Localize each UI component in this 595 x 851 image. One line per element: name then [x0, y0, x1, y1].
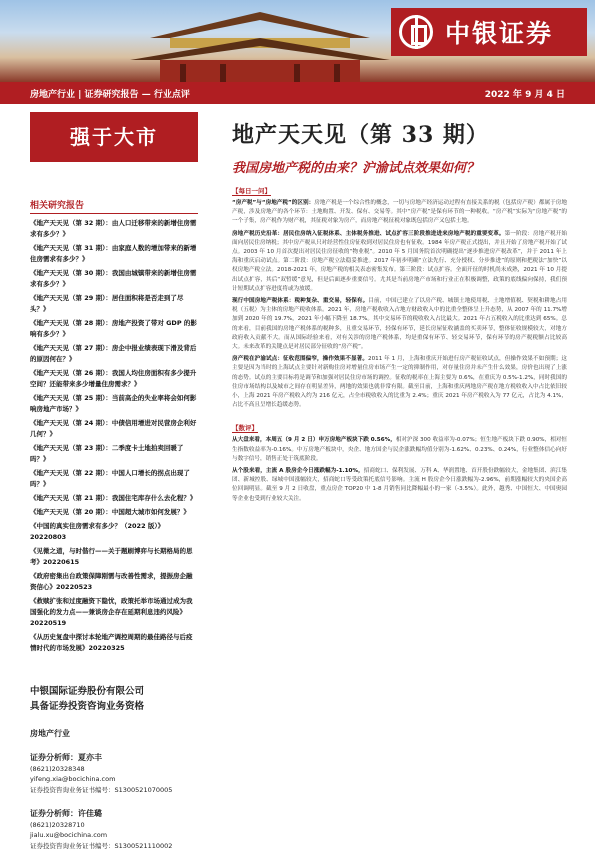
report-body [232, 104, 567, 507]
paragraph-text: 相对沪深 300 收益率为-0.07%；恒生地产板块下跌 0.90%，相对恒生指数收益率为-0.16%。中万房地产板块中，央企、地方国企与民企涨跌幅均值分别为-1.62%、0.23%、0.24%，行业整体信心向好与数字信号，销售正处于筑底阶段。 [232, 437, 567, 461]
bank-logo-icon [399, 15, 433, 49]
related-reports-title: 相关研究报告 [30, 198, 198, 214]
related-report-link[interactable]: 《地产天天见（第 21 期）：我国住宅库存什么去化程？》 [30, 493, 198, 504]
section-label: 【数评】 [232, 423, 258, 433]
related-report-link[interactable]: 《地产天天见（第 27 期）：房企中报业绩表现下滑及背后的原因何在？》 [30, 343, 198, 365]
related-report-link[interactable]: 《地产天天见（第 32 期）：由人口迁移带来的新增住房需求有多少？》 [30, 218, 198, 240]
company-info [30, 684, 198, 714]
related-report-link[interactable]: 《从历史复盘中探讨本轮地产调控周期的最佳路径与后疫情时代的市场发展》20220325 [30, 632, 198, 654]
header-banner [0, 0, 595, 82]
analyst-name: 证券分析师：许佳璐 [30, 809, 198, 820]
paragraph-text: 招商蛇口、保利发展、万科 A、华润置地、首开股份跌幅较大，金地集团、滨江集团、新城控股、绿城中国涨幅较大，招商蛇口等受政策托底信号影响。主流 H 股房企今日涨跌幅为-2.96%，前期涨幅较大的央国企高位回调明显。截至 9 月 2 日收盘，重点房企 TOP20 中 1-8 月销售同比降幅最小的一家（-3.5%）。此外，越秀、中国恒大、中国奥园等企业也受到行业较大关注。 [232, 468, 567, 502]
analyst-list [30, 753, 198, 851]
company-name: 中银国际证券股份有限公司 [30, 684, 198, 699]
paragraph-lead: 从大盘来看，本周五（9 月 2 日）申万房地产板块下跌 0.56%， [232, 437, 396, 443]
related-report-link[interactable]: 《地产天天见（第 20 期）：中国超大城市如何发展？》 [30, 507, 198, 518]
analyst-email[interactable]: yifeng.xia@bocichina.com [30, 774, 198, 785]
analyst-name: 证券分析师：夏亦丰 [30, 753, 198, 764]
brand-name: 中银证券 [445, 14, 553, 50]
paragraph-lead: “房产税”与“房地产税”的区别： [232, 200, 314, 206]
related-report-link[interactable]: 《见微之道，与时偕行——关于题刷博弈与长期格局的思考》20220615 [30, 546, 198, 568]
report-meta-bar [0, 82, 595, 104]
paragraph-lead: 房产税在沪渝试点：征收范围偏窄，操作效果不显著。 [232, 356, 368, 362]
paragraph-text: 房地产税是一个综合性的概念，一切与房地产经济运动过程有直接关系的税（包括房产税）都属于房地产税，涉及房地产的各个环节：土地购置、开发、保有、交易等。其中“房产税”是保有环节的一种税收。“房产税”实际为“房地产税”的一个子集，房产税作为财产税，其征税对象为房产，而房地产税征税对象既包括房产又包括土地。 [232, 200, 567, 224]
report-sections [232, 176, 567, 504]
related-report-link[interactable]: 《地产天天见（第 28 期）：房地产投资了带对 GDP 的影响有多少？》 [30, 318, 198, 340]
brand-logo [391, 8, 587, 56]
sidebar [30, 104, 198, 851]
paragraph-lead: 房地产税历史沿革：居民住房纳入征税体系、主体税务推进、试点扩容三阶段推进进来房地产税的重要变革。 [232, 231, 505, 237]
related-report-link[interactable]: 《地产天天见（第 23 期）：二季度卡土地拍卖回暖了吗？》 [30, 443, 198, 465]
analyst-phone: (8621)20328348 [30, 764, 198, 775]
analyst-license: 证券投资咨询业务证书编号：S1300521070005 [30, 785, 198, 796]
paragraph-lead: 从个股来看，主流 A 股房企今日涨跌幅为-1.10%， [232, 468, 364, 474]
related-reports-list [30, 218, 198, 654]
body-paragraph [232, 199, 567, 227]
body-paragraph [232, 230, 567, 294]
related-report-link[interactable]: 《政府密集出台政策保障刚需与改善性需求，提振房企融资信心》20220523 [30, 571, 198, 593]
related-report-link[interactable]: 《地产天天见（第 22 期）：中国人口增长的拐点出现了吗？》 [30, 468, 198, 490]
report-title: 地产天天见（第 33 期） [232, 118, 567, 149]
body-paragraph [232, 355, 567, 410]
paragraph-lead: 现行中国房地产税体系：税种复杂、重交易，轻保有。 [232, 298, 368, 304]
related-report-link[interactable]: 《救赎扩张和过度融资下隐忧，政策托举市场通过成为我国强化的发力点——兼谈房企存在延期利息违约风险》20220519 [30, 596, 198, 629]
report-category: 房地产行业 | 证券研究报告 — 行业点评 [30, 87, 190, 100]
rating-badge: 强于大市 [30, 112, 198, 162]
analyst-card [30, 753, 198, 795]
company-qualification: 具备证券投资咨询业务资格 [30, 699, 198, 714]
related-report-link[interactable]: 《地产天天见（第 31 期）：由家庭人数的增加带来的新增住房需求有多少？》 [30, 243, 198, 265]
body-paragraph [232, 436, 567, 464]
paragraph-text: 第一阶段：房地产税开始面向居民住房纳税；其中房产税从只对经营性住房征收到对居民住房也有征收。1984 年房产税正式提出，并且开始了房地产税开始了试点。2003 年 10 月首次提出对居民住房征收的“物业税”。2010 年 5 月国务院首次明确提出“逐步推进房产税改革”，并于 2011 年上海和重庆启动试点。第二阶段：房地产税立法稳妥推进。2017 年初步明确“立法先行、充分授权、分步推进”的原则和把税法“加快”以权房地产税立法。2018-2021 年，房地产税的相关表态密集发布。第三阶段：试点扩容。全面开征的时机尚未成熟，2021 年 10 月提出试点扩容，其后“双暂缓”意见，但是后面逐步重要信号。尤其是当前房地产市场和行业正在积极调整，政策的底线偏向保持，我们预计短期试点扩容进度将或为放缓。 [232, 231, 567, 292]
sector-label: 房地产行业 [30, 728, 198, 739]
section-label: 【每日一问】 [232, 186, 271, 196]
palace-roof-illustration [110, 8, 410, 82]
related-report-link[interactable]: 《地产天天见（第 25 期）：当前高企的失业率将会如何影响房地产市场？》 [30, 393, 198, 415]
analyst-license: 证券投资咨询业务证书编号：S1300521110002 [30, 841, 198, 851]
related-report-link[interactable]: 《地产天天见（第 24 期）：中债信用增进对民营房企利好几何？》 [30, 418, 198, 440]
analyst-email[interactable]: jialu.xu@bocichina.com [30, 830, 198, 841]
analyst-card [30, 809, 198, 851]
related-report-link[interactable]: 《地产天天见（第 30 期）：我国由城镇带来的新增住房需求有多少？》 [30, 268, 198, 290]
paragraph-text: 2011 年 1 月，上海和重庆开始进行房产税征收试点，但操作效果不如预期；这主要是因为当时的上海试点主要针对新购住房对增量住房市场产生一定的抑制作用，对存量住房并未产生什么效果，房价也出现了上涨的态势。试点的主要目标将是调节和加强对居民住房市场的调控。征收的税率在上海主要为 0.6%，在重庆为 0.5%-1.2%，同时我国的住房市场结构以及城市之间存在明显差异，两地的效果也就非常有限。截至目前，上海和重庆两地房产税在地方税收收入中占比依旧较小，上海 2021 年房产税收入约为 216 亿元，占全市税收收入的比重为 2.4%；重庆 2021 年房产税收入为 77 亿元，占比为 4.1%，占比不高且呈增长趋缓态势。 [232, 356, 567, 408]
report-date: 2022 年 9 月 4 日 [485, 87, 565, 100]
body-paragraph [232, 297, 567, 352]
paragraph-text: 目前，中国已建立了以房产税、城镇土地使用税、土地增值税、契税和耕地占用税（五税）为主体的房地产税收体系。2021 年，房地产税收收入占地方财政收入中的比重全整体呈上升态势，从 2007 年的 11.7%增加到 2020 年的 19.7%，2021 年小幅下降至 18.7%。其中交易环节的税收收入占比最大。2021 年占五税收入的比重达到 65%。总的来看，目前我国的房地产税体系的税种多，且重交易环节，轻保有环节，延长房屋征收涵盖的买卖环节，整体征收规模较大，对地方政府收入贡献不大。而从国际经验来看，对有关涉的房地产税体系，均是重保有环节、轻交易环节，保有环节的房产税税额占比较高大。未来改革的关键点是对居民部分征收的“房产税”。 [232, 298, 567, 350]
report-subtitle: 我国房地产税的由来？沪渝试点效果如何？ [232, 157, 567, 176]
related-report-link[interactable]: 《中国的真实住房需求有多少？（2022 版）》20220803 [30, 521, 198, 543]
body-paragraph [232, 467, 567, 504]
analyst-phone: (8621)20328710 [30, 820, 198, 831]
related-report-link[interactable]: 《地产天天见（第 29 期）：居住面积将是否走到了尽头？》 [30, 293, 198, 315]
related-report-link[interactable]: 《地产天天见（第 26 期）：我国人均住房面积有多少提升空间？还能带来多少增量住房需求？》 [30, 368, 198, 390]
